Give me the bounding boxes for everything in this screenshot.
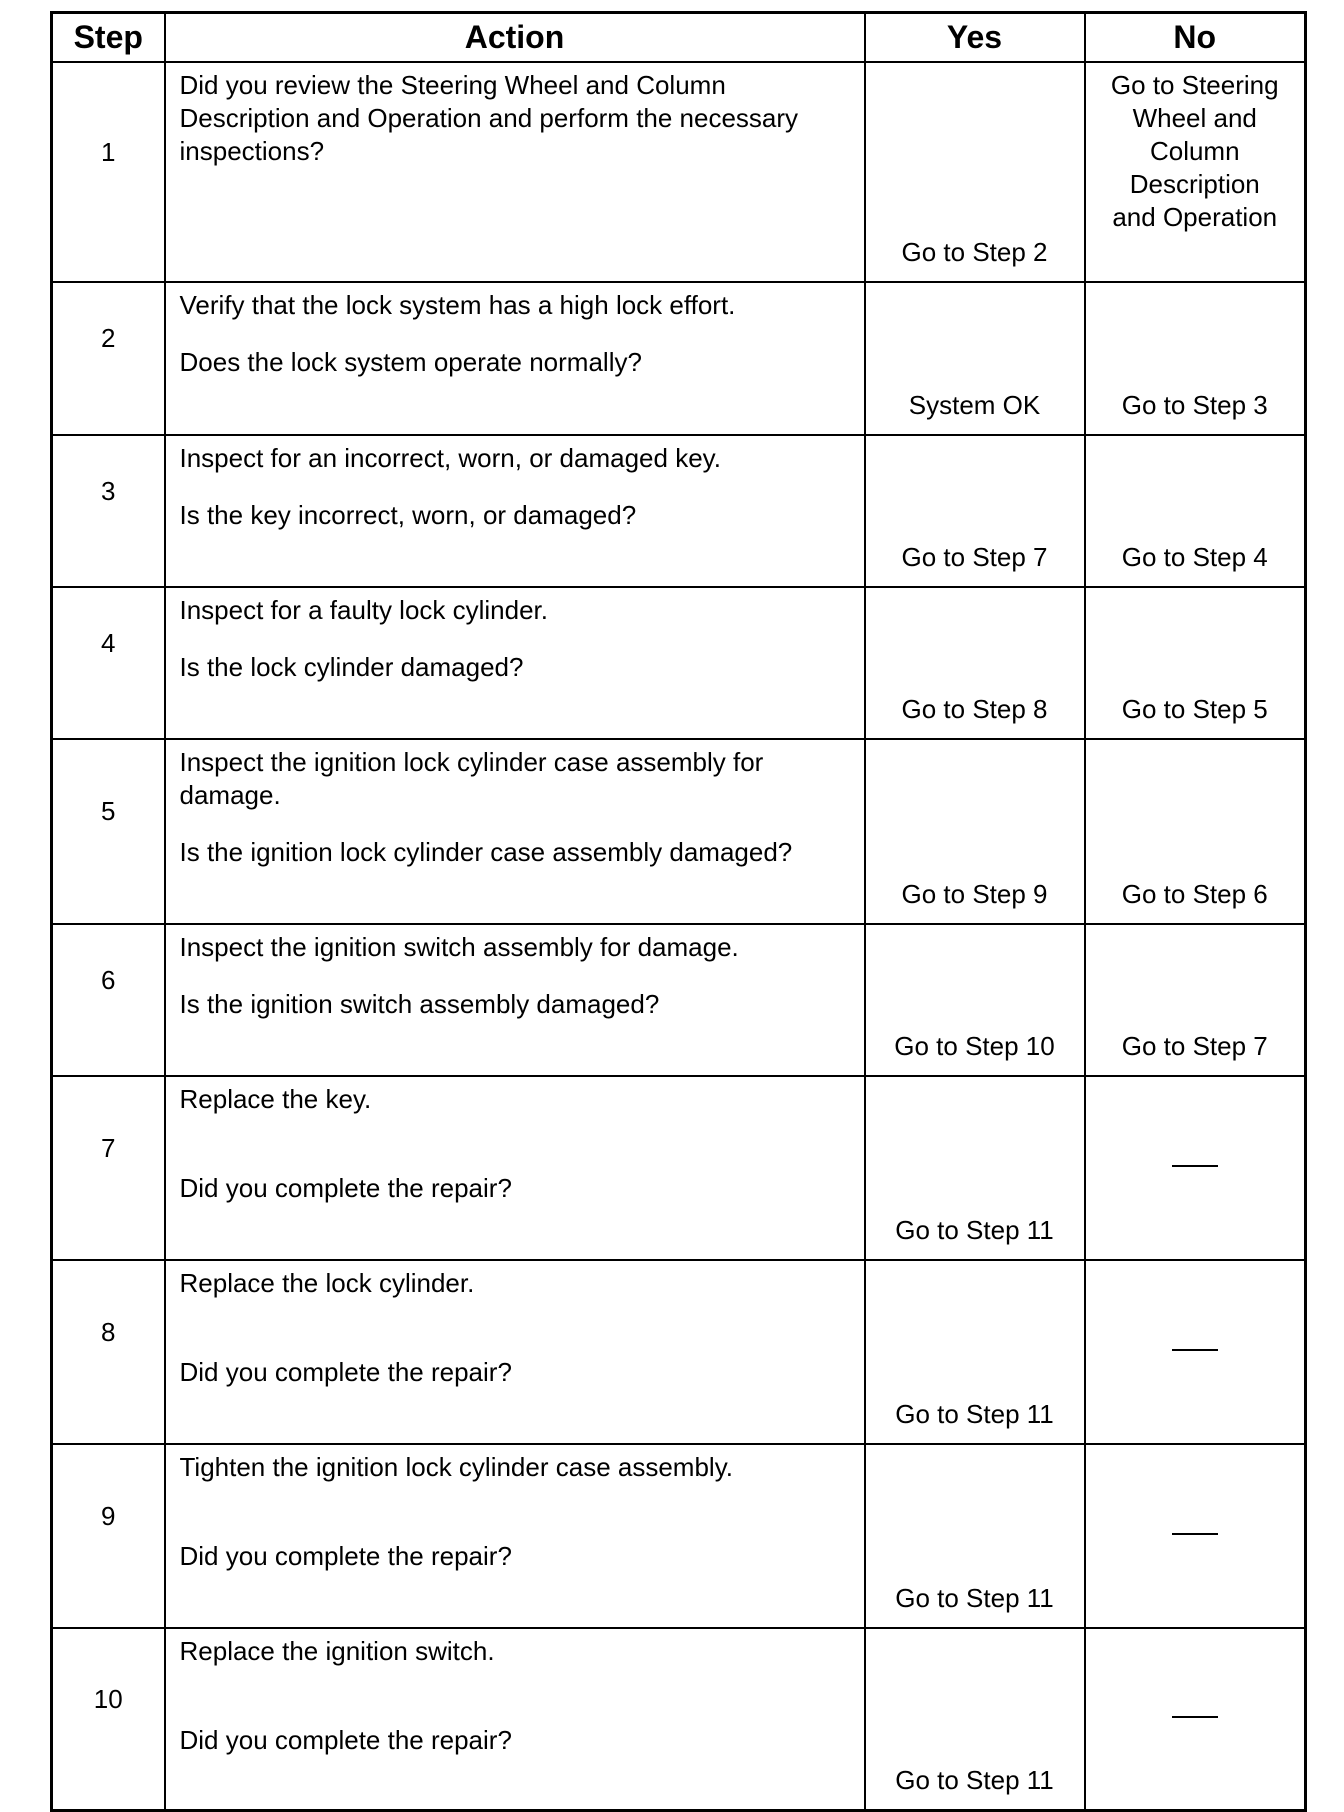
question-text: Did you complete the repair? — [179, 1541, 512, 1571]
question-text: Did you complete the repair? — [179, 1357, 512, 1387]
header-no: No — [1085, 13, 1306, 63]
no-result — [1085, 1444, 1306, 1628]
yes-result: Go to Step 2 — [865, 62, 1085, 282]
action-cell — [165, 1444, 865, 1628]
step-number: 7 — [52, 1076, 165, 1260]
no-result — [1085, 1076, 1306, 1260]
table-row — [52, 587, 1306, 739]
table-row — [52, 1076, 1306, 1260]
action-text: Did you review the Steering Wheel and Column — [179, 70, 726, 100]
yes-result: Go to Step 11 — [865, 1444, 1085, 1628]
step-number: 4 — [52, 587, 165, 739]
no-text: Go to Steering — [1110, 70, 1279, 100]
action-text: damage. — [179, 780, 281, 810]
header-row — [52, 13, 1306, 63]
action-text: Replace the key. — [179, 1084, 372, 1114]
action-text: inspections? — [179, 136, 325, 166]
no-result: Go to Step 4 — [1085, 435, 1306, 587]
action-text: Replace the ignition switch. — [179, 1636, 495, 1666]
no-text: Description — [1129, 169, 1260, 199]
action-cell — [165, 1260, 865, 1444]
header-action: Action — [165, 13, 865, 63]
action-text: Inspect the ignition switch assembly for damage. — [179, 932, 739, 962]
step-number: 9 — [52, 1444, 165, 1628]
action-cell — [165, 1076, 865, 1260]
no-result: Go to Step 7 — [1085, 924, 1306, 1076]
yes-result: Go to Step 11 — [865, 1076, 1085, 1260]
action-text: Inspect for an incorrect, worn, or damaged key. — [179, 443, 721, 473]
action-text: Inspect for a faulty lock cylinder. — [179, 595, 549, 625]
yes-result: Go to Step 9 — [865, 739, 1085, 924]
step-number: 6 — [52, 924, 165, 1076]
question-text: Did you complete the repair? — [179, 1725, 512, 1755]
no-text: Wheel and — [1132, 103, 1257, 133]
yes-result: Go to Step 10 — [865, 924, 1085, 1076]
question-text: Is the key incorrect, worn, or damaged? — [179, 500, 637, 530]
action-cell — [165, 282, 865, 435]
table-row — [52, 282, 1306, 435]
no-result: Go to Step 6 — [1085, 739, 1306, 924]
step-number: 10 — [52, 1628, 165, 1811]
action-cell — [165, 435, 865, 587]
step-number: 1 — [52, 62, 165, 282]
no-text: Column — [1149, 136, 1240, 166]
table-row — [52, 924, 1306, 1076]
table-row — [52, 1628, 1306, 1811]
no-result — [1085, 1628, 1306, 1811]
no-text: and Operation — [1112, 202, 1278, 232]
step-number: 3 — [52, 435, 165, 587]
table-row — [52, 1260, 1306, 1444]
yes-result: Go to Step 11 — [865, 1260, 1085, 1444]
diagnostic-table — [50, 11, 1307, 1812]
yes-result: Go to Step 8 — [865, 587, 1085, 739]
no-result: Go to Step 5 — [1085, 587, 1306, 739]
yes-result: Go to Step 7 — [865, 435, 1085, 587]
question-text: Is the ignition lock cylinder case assembly damaged? — [179, 837, 793, 867]
action-text: Tighten the ignition lock cylinder case assembly. — [179, 1452, 733, 1482]
no-result: Go to Step 3 — [1085, 282, 1306, 435]
yes-result: Go to Step 11 — [865, 1628, 1085, 1811]
no-result — [1085, 62, 1306, 282]
header-step: Step — [52, 13, 165, 63]
step-number: 5 — [52, 739, 165, 924]
no-result — [1085, 1260, 1306, 1444]
question-text: Did you complete the repair? — [179, 1173, 512, 1203]
dash-mark — [1172, 1716, 1218, 1718]
dash-mark — [1172, 1533, 1218, 1535]
step-number: 2 — [52, 282, 165, 435]
question-text: Does the lock system operate normally? — [179, 347, 642, 377]
action-cell — [165, 924, 865, 1076]
action-text: Inspect the ignition lock cylinder case assembly for — [179, 747, 764, 777]
dash-mark — [1172, 1165, 1218, 1167]
question-text: Is the lock cylinder damaged? — [179, 652, 524, 682]
question-text: Is the ignition switch assembly damaged? — [179, 989, 660, 1019]
table-row — [52, 62, 1306, 282]
action-text: Verify that the lock system has a high lock effort. — [179, 290, 736, 320]
action-cell — [165, 1628, 865, 1811]
yes-result: System OK — [865, 282, 1085, 435]
table-row — [52, 1444, 1306, 1628]
action-text: Replace the lock cylinder. — [179, 1268, 475, 1298]
action-cell — [165, 739, 865, 924]
step-number: 8 — [52, 1260, 165, 1444]
action-text: Description and Operation and perform the necessary — [179, 103, 799, 133]
header-yes: Yes — [865, 13, 1085, 63]
dash-mark — [1172, 1349, 1218, 1351]
table-row — [52, 435, 1306, 587]
table-row — [52, 739, 1306, 924]
action-cell — [165, 62, 865, 282]
action-cell — [165, 587, 865, 739]
